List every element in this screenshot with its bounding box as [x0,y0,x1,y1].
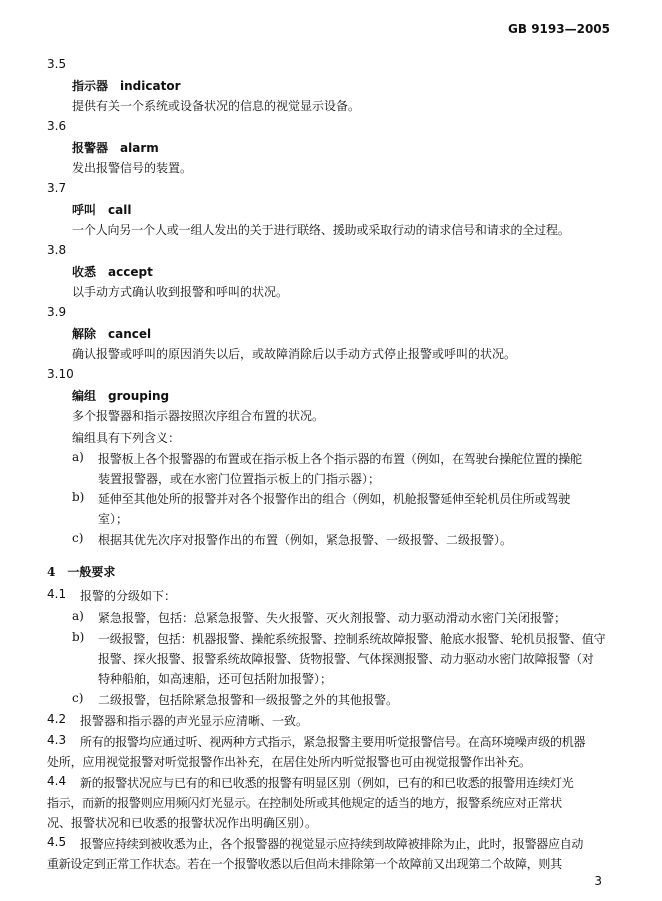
clause-number: 4.4 [47,774,67,788]
term-english: alarm [120,141,159,155]
clause-text: 报警器和指示器的声光显示应清晰、一致。 [80,714,309,728]
clause-number: 4.2 [47,712,67,726]
term [72,77,180,94]
clause-number: 3.8 [47,243,67,257]
definition: 发出报警信号的装置。 [72,161,193,175]
term-chinese: 指示器 [72,79,109,93]
list-item-line: 紧急报警，包括：总紧急报警、失火报警、灭火剂报警、动力驱动滑动水密门关闭报警； [98,611,567,625]
list-marker: a) [72,450,84,464]
definition: 提供有关一个系统或设备状况的信息的视觉显示设备。 [72,99,361,113]
section-title: 一般要求 [67,565,116,579]
standard-number: GB 9193—2005 [508,22,610,36]
clause-number: 3.5 [47,57,67,71]
section-number: 4 [47,565,56,579]
term-chinese: 报警器 [72,141,109,155]
definition: 多个报警器和指示器按照次序组合布置的状况。 [72,409,325,423]
list-item-line: 根据其优先次序对报警作出的布置（例如，紧急报警、一级报警、二级报警）。 [98,533,513,547]
clause-number: 3.6 [47,119,67,133]
clause-text: 报警应持续到被收悉为止，各个报警器的视觉显示应持续到故障被排除为止，此时，报警器应自动 [80,837,584,851]
page-number: 3 [594,874,602,888]
term-chinese: 呼叫 [72,203,97,217]
clause-text: 处所，应用视觉报警对听觉报警作出补充，在居住处所内听觉报警也可由视觉报警作出补充。 [47,755,531,769]
term-english: indicator [120,79,181,93]
term-english: cancel [108,327,152,341]
definition: 以手动方式确认收到报警和呼叫的状况。 [72,285,289,299]
list-item-line: 延伸至其他处所的报警并对各个报警作出的组合（例如，机舱报警延伸至轮机员住所或驾驶 [98,492,571,506]
clause-number: 4.5 [47,835,67,849]
list-marker: a) [72,609,84,623]
list-item-line: 特种船舶，如高速船，还可包括附加报警）； [98,672,333,686]
term-chinese: 解除 [72,327,97,341]
term-chinese: 编组 [72,389,97,403]
list-item-line: 报警、探火报警、报警系统故障报警、货物报警、气体探测报警、动力驱动水密门故障报警（对 [98,652,594,666]
term-english: call [108,203,132,217]
clause-number: 4.3 [47,733,67,747]
clause-number: 3.10 [47,367,74,381]
grouping-intro: 编组具有下列含义： [72,431,181,445]
term-english: grouping [108,389,170,403]
clause-number: 4.1 [47,587,67,601]
list-item-line: 一级报警，包括：机器报警、操舵系统报警、控制系统故障报警、舱底水报警、轮机员报警、值守 [98,632,606,646]
list-item-line: 装置报警器，或在水密门位置指示板上的门指示器）； [98,472,381,486]
term [72,201,131,218]
section-heading [47,563,115,580]
term [72,325,151,342]
list-marker: b) [72,490,85,504]
definition: 一个人向另一个人或一组人发出的关于进行联络、援助或采取行动的请求信号和请求的全过程。 [72,223,570,237]
clause-text: 况、报警状况和已收悉的报警状况作出明确区别）。 [47,816,318,830]
list-marker: c) [72,531,84,545]
list-item-line: 二级报警，包括除紧急报警和一级报警之外的其他报警。 [98,693,399,707]
clause-text: 重新设定到正常工作状态。若在一个报警收悉以后但尚未排除第一个故障前又出现第二个故障，则其 [47,857,562,871]
term-chinese: 收悉 [72,265,97,279]
term-english: accept [108,265,153,279]
list-item-line: 室）； [98,512,129,526]
term [72,387,169,404]
clause-text: 报警的分级如下： [80,589,177,603]
term [72,139,159,156]
clause-text: 所有的报警均应通过听、视两种方式指示，紧急报警主要用听觉报警信号。在高环境噪声级的机器 [80,735,586,749]
list-marker: c) [72,691,84,705]
definition: 确认报警或呼叫的原因消失以后，或故障消除后以手动方式停止报警或呼叫的状况。 [72,347,517,361]
term [72,263,153,280]
clause-number: 3.7 [47,181,67,195]
list-marker: b) [72,630,85,644]
clause-text: 指示，而新的报警则应用频闪灯光显示。在控制处所或其他规定的适当的地方，报警系统应对正常状 [47,796,562,810]
clause-number: 3.9 [47,305,67,319]
list-item-line: 报警板上各个报警器的布置或在指示板上各个指示器的布置（例如，在驾驶台操舵位置的操舵 [98,452,582,466]
clause-text: 新的报警状况应与已有的和已收悉的报警有明显区别（例如，已有的和已收悉的报警用连续灯光 [80,776,574,790]
